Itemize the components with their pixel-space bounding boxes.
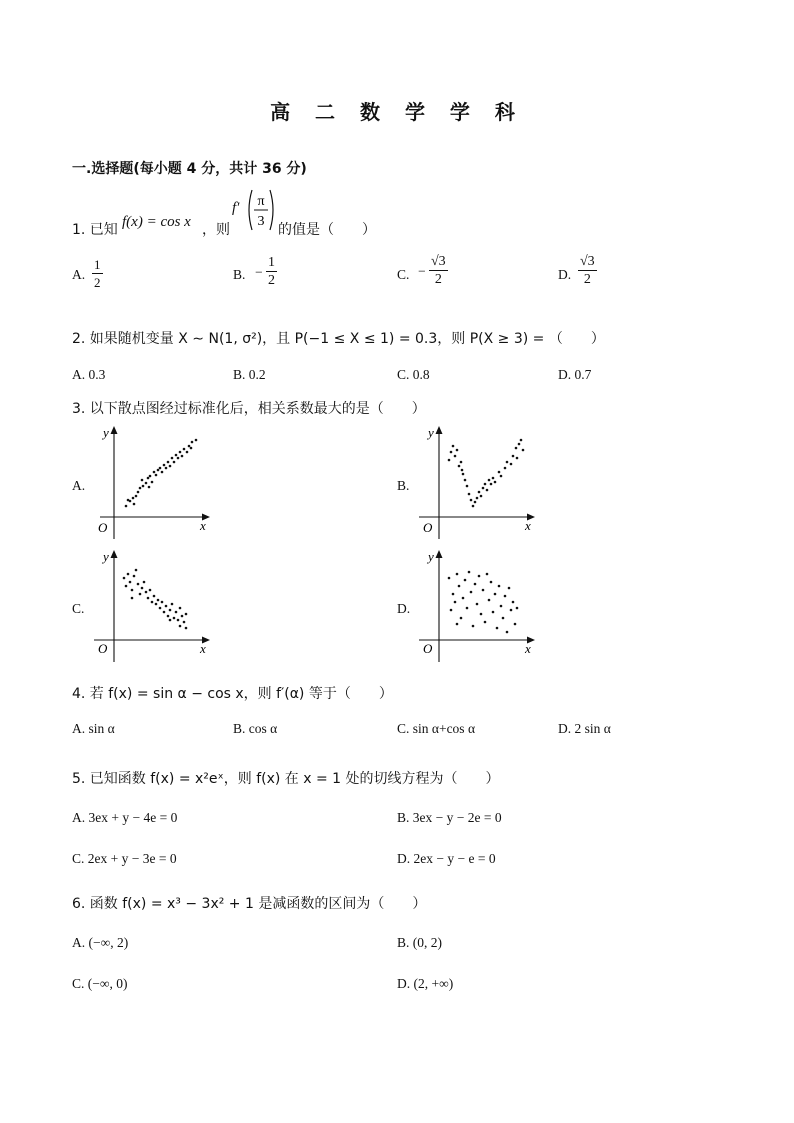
q1-then: ，则	[202, 222, 230, 238]
q5-option-b[interactable]: B. 3ex − y − 2e = 0	[397, 810, 502, 825]
q2-option-c[interactable]: C. 0.8	[397, 367, 430, 382]
q4-option-d[interactable]: D. 2 sin α	[558, 721, 611, 736]
scatter-plot-c[interactable]	[92, 546, 222, 664]
scatter-plot-a[interactable]	[92, 422, 222, 544]
section-heading: 一.选择题(每小题 4 分，共计 36 分)	[72, 161, 307, 177]
q5-option-a[interactable]: A. 3ex + y − 4e = 0	[72, 810, 178, 825]
q1-paren-fraction	[245, 186, 277, 234]
origin-label: O	[98, 641, 108, 656]
q1-b-den: 2	[268, 273, 275, 288]
origin-label: O	[423, 641, 433, 656]
q2-option-b[interactable]: B. 0.2	[233, 367, 266, 382]
q6-option-c[interactable]: C. (−∞, 0)	[72, 976, 128, 991]
q1-option-a-label: A.	[72, 267, 86, 282]
q2-option-d[interactable]: D. 0.7	[558, 367, 592, 382]
q5-option-c[interactable]: C. 2ex + y − 3e = 0	[72, 851, 177, 866]
q1-option-a[interactable]	[92, 257, 103, 292]
q5-option-d[interactable]: D. 2ex − y − e = 0	[397, 851, 496, 866]
origin-label: O	[98, 520, 108, 535]
q4-stem: 4. 若 f(x) = sin α − cos x，则 f′(α) 等于（ ）	[72, 686, 393, 702]
q1-option-d[interactable]	[578, 254, 597, 289]
q6-stem: 6. 函数 f(x) = x³ − 3x² + 1 是减函数的区间为（ ）	[72, 896, 427, 912]
q1-option-c[interactable]	[418, 254, 448, 289]
q2-stem: 2. 如果随机变量 X ∼ N(1, σ²)，且 P(−1 ≤ X ≤ 1) = 0.3，则 P(X ≥ 3) = （ ）	[72, 331, 605, 347]
q1-stem-prefix: 1. 已知	[72, 222, 118, 238]
q1-pi: π	[257, 194, 265, 209]
q4-option-b[interactable]: B. cos α	[233, 721, 278, 736]
scatter-plot-b[interactable]	[417, 422, 547, 544]
q1-b-sign: −	[255, 264, 263, 280]
axis-y-label: y	[103, 425, 109, 440]
q1-function: f(x) = cos x	[122, 214, 191, 230]
q1-option-b[interactable]	[255, 255, 277, 290]
axis-x-label: x	[200, 641, 206, 656]
q1-b-num: 1	[268, 255, 275, 270]
q1-fprime: f′	[232, 200, 240, 216]
q1-a-num: 1	[94, 257, 101, 272]
q3-option-b-label: B.	[397, 478, 410, 493]
axis-y-label: y	[428, 549, 434, 564]
scatter-plot-d[interactable]	[417, 546, 547, 664]
q3-option-c-label: C.	[72, 601, 85, 616]
q1-tail: 的值是（ ）	[278, 222, 376, 238]
q3-stem: 3. 以下散点图经过标准化后，相关系数最大的是（ ）	[72, 401, 426, 417]
q1-option-c-label: C.	[397, 267, 410, 282]
axis-x-label: x	[525, 641, 531, 656]
q1-d-den: 2	[583, 272, 591, 287]
q6-option-b[interactable]: B. (0, 2)	[397, 935, 442, 950]
page-title: 高 二 数 学 学 科	[270, 100, 524, 124]
q1-option-d-label: D.	[558, 267, 572, 282]
axis-y-label: y	[103, 549, 109, 564]
q1-c-sign: −	[418, 263, 426, 279]
q3-option-d-label: D.	[397, 601, 411, 616]
axis-x-label: x	[200, 518, 206, 533]
q1-a-den: 2	[94, 275, 101, 290]
q1-three: 3	[257, 214, 265, 229]
axis-y-label: y	[428, 425, 434, 440]
q1-option-b-label: B.	[233, 267, 246, 282]
q1-d-num: √3	[580, 254, 595, 269]
q4-option-c[interactable]: C. sin α+cos α	[397, 721, 476, 736]
q6-option-d[interactable]: D. (2, +∞)	[397, 976, 454, 991]
q6-option-a[interactable]: A. (−∞, 2)	[72, 935, 129, 950]
q4-option-a[interactable]: A. sin α	[72, 721, 115, 736]
q5-stem: 5. 已知函数 f(x) = x²eˣ，则 f(x) 在 x = 1 处的切线方程为（ ）	[72, 771, 500, 787]
origin-label: O	[423, 520, 433, 535]
q1-c-num: √3	[431, 254, 446, 269]
axis-x-label: x	[525, 518, 531, 533]
q2-option-a[interactable]: A. 0.3	[72, 367, 106, 382]
q1-c-den: 2	[434, 272, 442, 287]
q3-option-a-label: A.	[72, 478, 86, 493]
